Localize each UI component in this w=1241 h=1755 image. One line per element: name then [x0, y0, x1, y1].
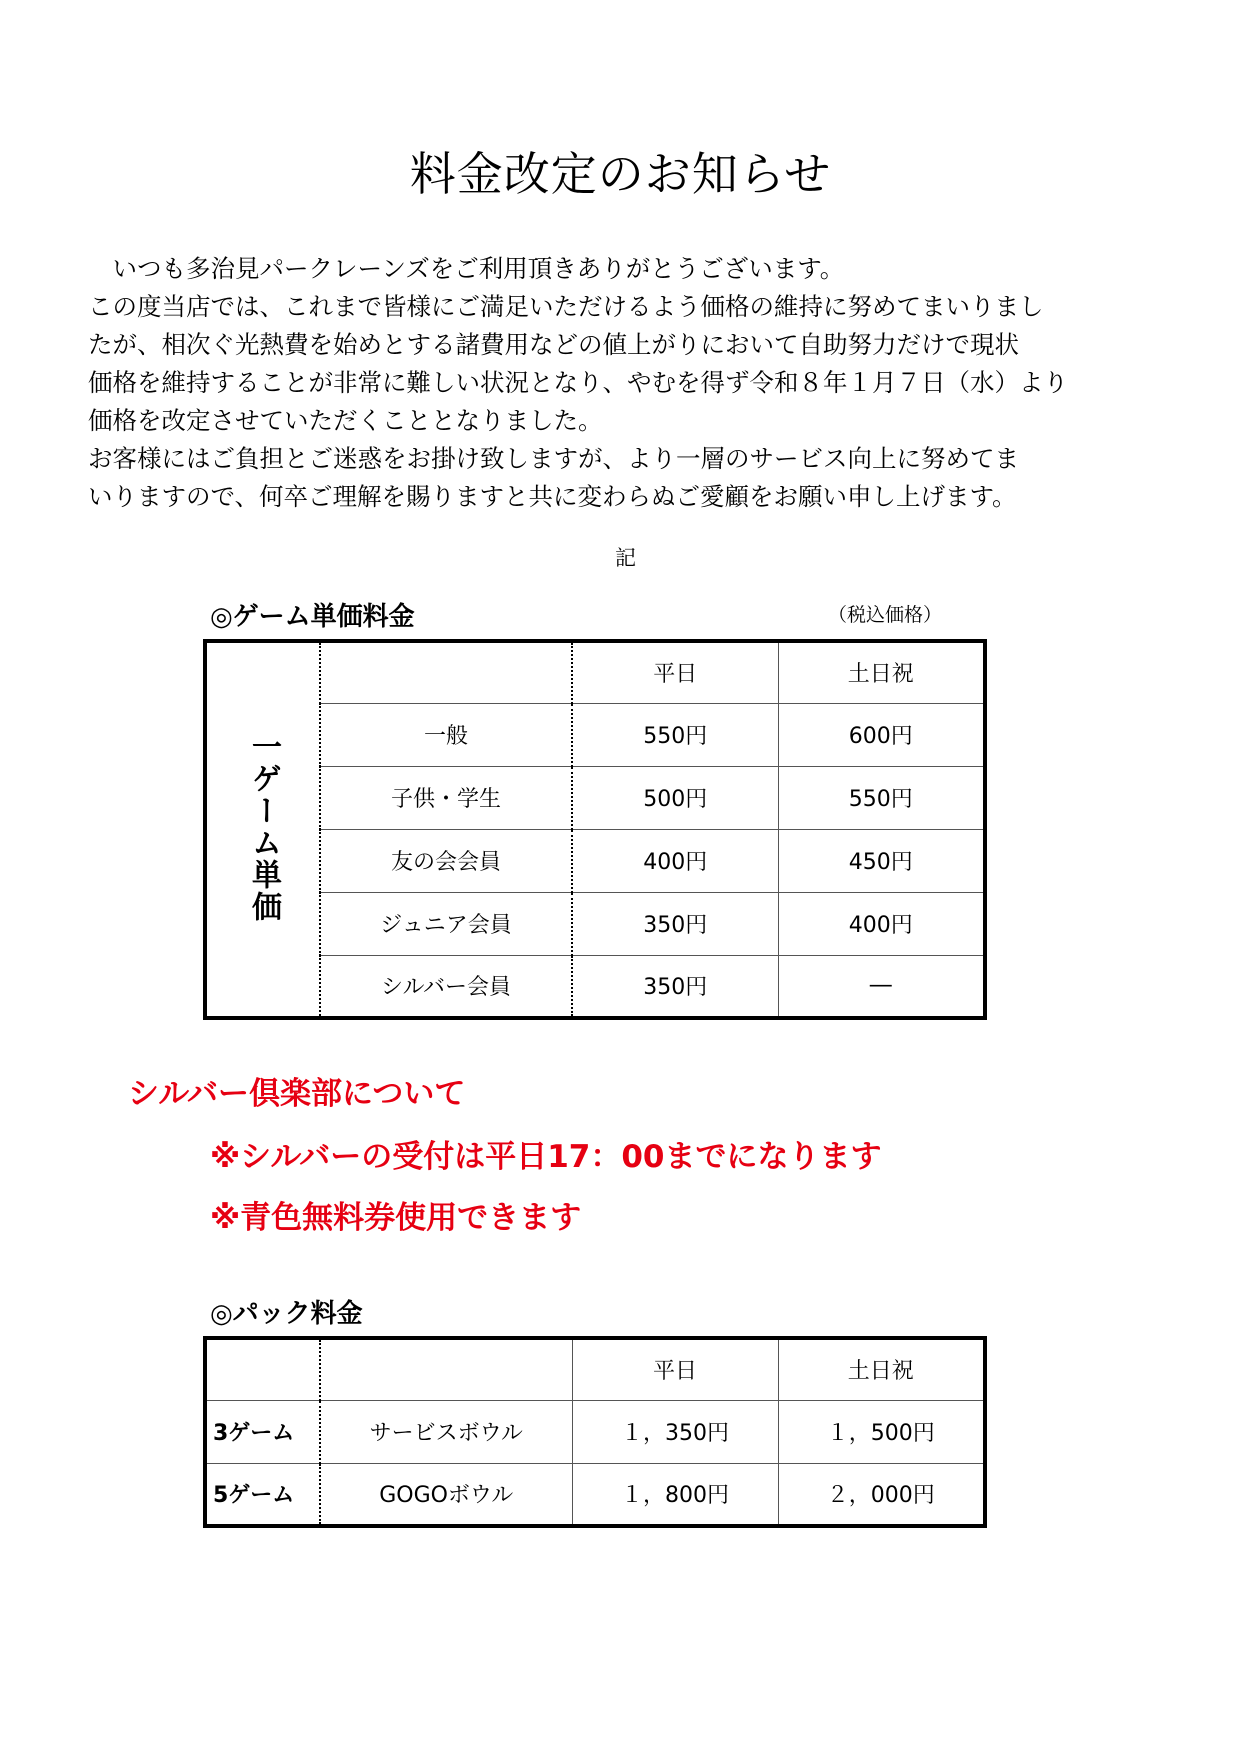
weekend-price: ２，000円 [778, 1463, 985, 1526]
weekday-price: １，800円 [572, 1463, 778, 1526]
pack-name: GOGOボウル [320, 1463, 572, 1526]
side-label-cell [205, 641, 320, 1018]
row-label: 子供・学生 [320, 766, 572, 829]
pack-price-heading: ◎パック料金 [210, 1299, 363, 1329]
pack-price-table [203, 1336, 987, 1528]
table-row [205, 703, 985, 766]
intro-line: いりますので、何卒ご理解を賜りますと共に変わらぬご愛顧をお願い申し上げます。 [88, 482, 1017, 511]
weekend-price: １，500円 [778, 1400, 985, 1463]
weekday-price: 550円 [572, 703, 778, 766]
table-header-row [205, 641, 985, 703]
pack-games: 5ゲーム [205, 1463, 320, 1526]
header-weekend: 土日祝 [778, 641, 985, 703]
ki-mark: 記 [615, 546, 636, 570]
weekday-price: 500円 [572, 766, 778, 829]
table-row [205, 1400, 985, 1463]
page-title: 料金改定のお知らせ [409, 147, 832, 201]
intro-line: 価格を維持することが非常に難しい状況となり、やむを得ず令和８年１月７日（水）より [88, 368, 1068, 397]
table-row [205, 1463, 985, 1526]
intro-line: この度当店では、これまで皆様にご満足いただけるよう価格の維持に努めてまいりまし [88, 292, 1044, 321]
header-cell [320, 641, 572, 703]
row-label: 友の会会員 [320, 829, 572, 892]
header-weekday: 平日 [572, 641, 778, 703]
silver-note-reception: ※シルバーの受付は平日17：00までになります [210, 1139, 882, 1175]
silver-note-ticket: ※青色無料券使用できます [210, 1200, 582, 1236]
intro-line: いつも多治見パークレーンズをご利用頂きありがとうございます。 [88, 254, 845, 283]
weekday-price: 350円 [572, 955, 778, 1018]
table-row [205, 892, 985, 955]
tax-note: （税込価格） [828, 604, 943, 626]
weekday-price: １，350円 [572, 1400, 778, 1463]
weekend-price: 550円 [778, 766, 985, 829]
weekday-price: 400円 [572, 829, 778, 892]
pack-name: サービスボウル [320, 1400, 572, 1463]
weekend-price: 600円 [778, 703, 985, 766]
row-label: ジュニア会員 [320, 892, 572, 955]
intro-line: 価格を改定させていただくこととなりました。 [88, 406, 603, 435]
header-cell [320, 1338, 572, 1400]
weekend-price: 400円 [778, 892, 985, 955]
side-label: 一ゲーム単価 [246, 730, 281, 923]
header-weekend: 土日祝 [778, 1338, 985, 1400]
table-row [205, 829, 985, 892]
intro-line: お客様にはご負担とご迷惑をお掛け致しますが、より一層のサービス向上に努めてま [88, 444, 1019, 473]
pack-games: 3ゲーム [205, 1400, 320, 1463]
intro-text [88, 250, 1168, 516]
row-label: シルバー会員 [320, 955, 572, 1018]
weekend-price: ― [778, 955, 985, 1018]
header-weekday: 平日 [572, 1338, 778, 1400]
weekday-price: 350円 [572, 892, 778, 955]
row-label: 一般 [320, 703, 572, 766]
intro-line: たが、相次ぐ光熱費を始めとする諸費用などの値上がりにおいて自助努力だけで現状 [88, 330, 1019, 359]
table-header-row [205, 1338, 985, 1400]
table-row [205, 955, 985, 1018]
silver-club-heading: シルバー倶楽部について [128, 1076, 466, 1112]
weekend-price: 450円 [778, 829, 985, 892]
game-price-table [203, 639, 987, 1020]
game-price-heading: ◎ゲーム単価料金 [210, 602, 415, 632]
header-cell [205, 1338, 320, 1400]
table-row [205, 766, 985, 829]
